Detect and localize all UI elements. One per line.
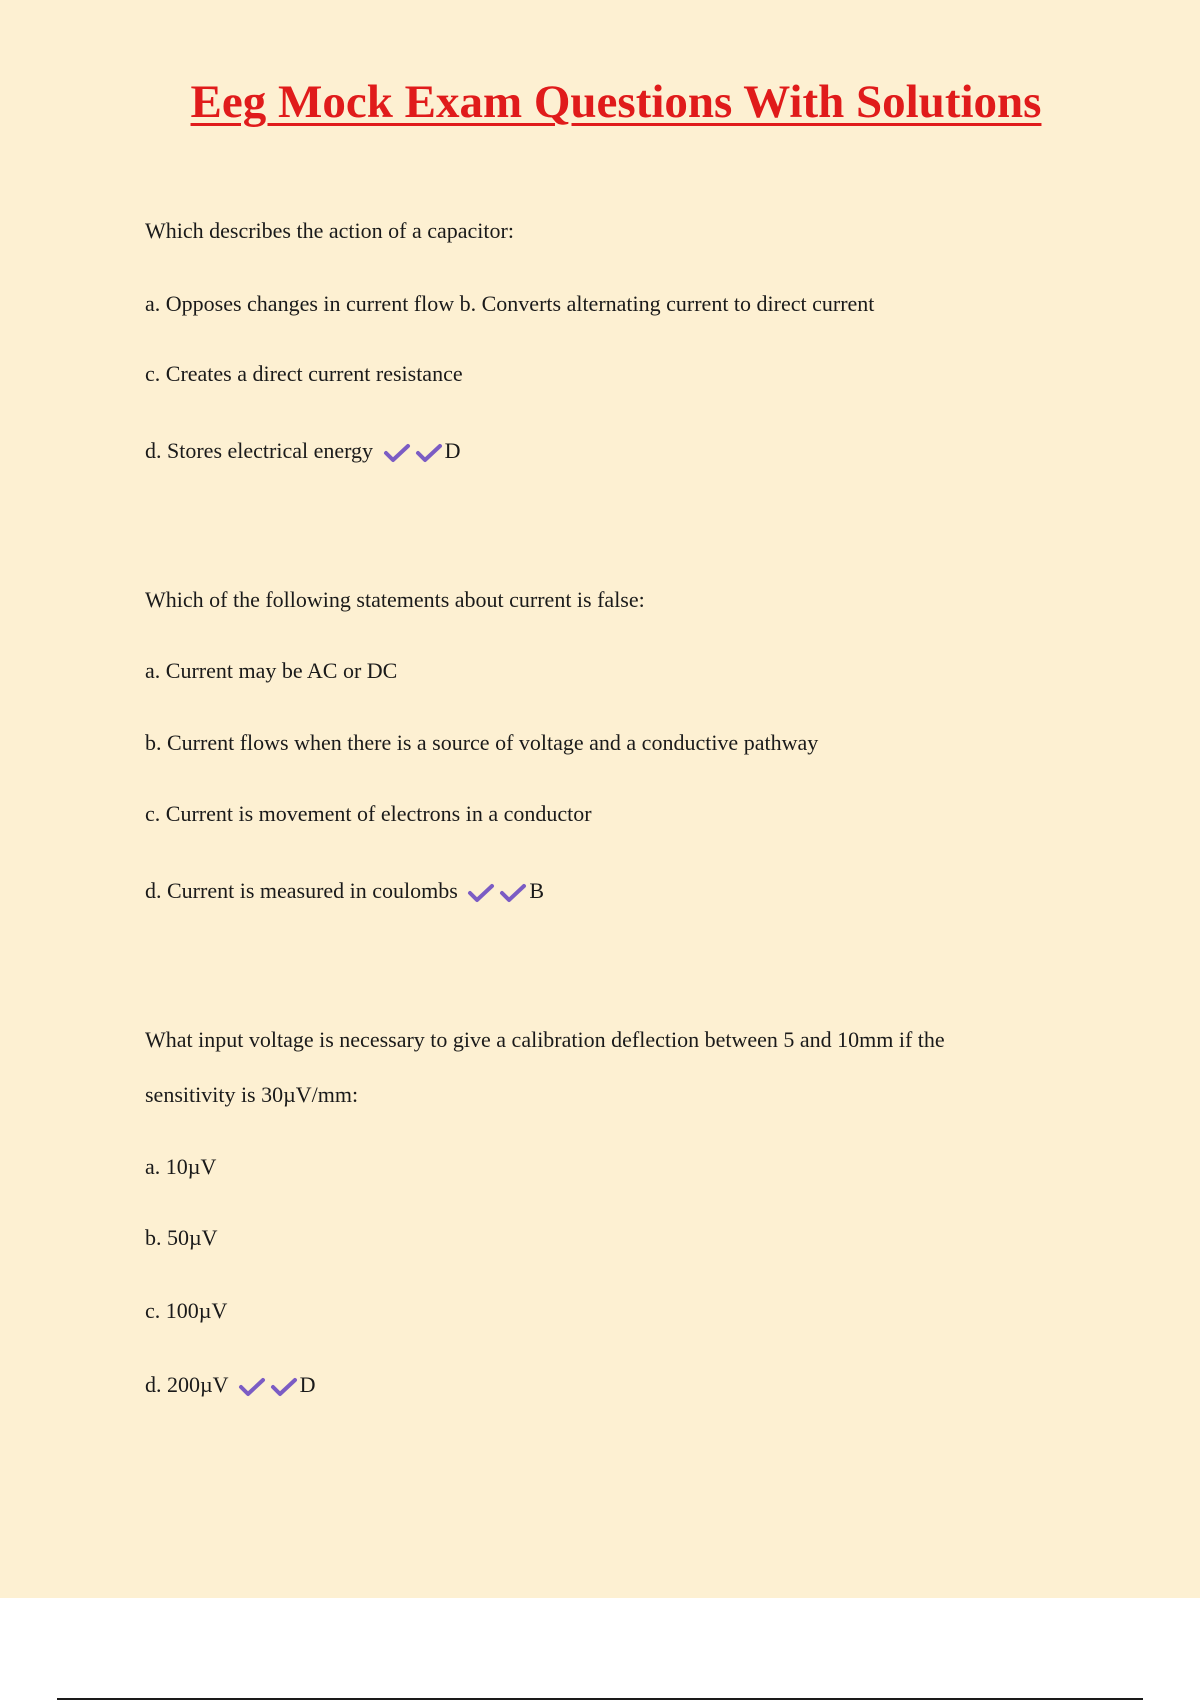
question-2-option-c: c. Current is movement of electrons in a conductor [145, 801, 592, 826]
question-2-prompt: Which of the following statements about current is false: [145, 587, 645, 612]
question-1-prompt: Which describes the action of a capacitor: [145, 218, 514, 243]
question-2-option-a: a. Current may be AC or DC [145, 658, 398, 683]
question-1-answer: D [444, 438, 461, 463]
question-3-option-c: c. 100µV [145, 1298, 228, 1323]
question-1-option-c: c. Creates a direct current resistance [145, 361, 463, 386]
question-2-option-b: b. Current flows when there is a source of voltage and a conductive pathway [145, 730, 819, 755]
question-1-option-d-line [145, 436, 460, 466]
question-3-option-b: b. 50µV [145, 1225, 218, 1250]
question-3-prompt-line-1: What input voltage is necessary to give a calibration deflection between 5 and 10mm if the [145, 1027, 945, 1052]
question-3-option-d: d. 200µV [145, 1372, 229, 1397]
document-title: Eeg Mock Exam Questions With Solutions [190, 76, 1042, 128]
check-icon [415, 443, 443, 463]
question-3-answer: D [299, 1372, 316, 1397]
question-2-option-d-line [145, 876, 544, 906]
question-1-option-d: d. Stores electrical energy [145, 438, 374, 463]
check-icon [499, 883, 527, 903]
check-icon [383, 443, 411, 463]
question-3-prompt-line-2: sensitivity is 30µV/mm: [145, 1082, 359, 1107]
question-3-option-a: a. 10µV [145, 1154, 217, 1179]
check-icon [467, 883, 495, 903]
question-2-answer: B [529, 878, 545, 903]
question-2-option-d: d. Current is measured in coulombs [145, 878, 458, 903]
check-icon [238, 1377, 266, 1397]
question-1-option-ab: a. Opposes changes in current flow b. Converts alternating current to direct current [145, 291, 875, 316]
question-3-option-d-line [145, 1370, 316, 1400]
check-icon [270, 1377, 298, 1397]
